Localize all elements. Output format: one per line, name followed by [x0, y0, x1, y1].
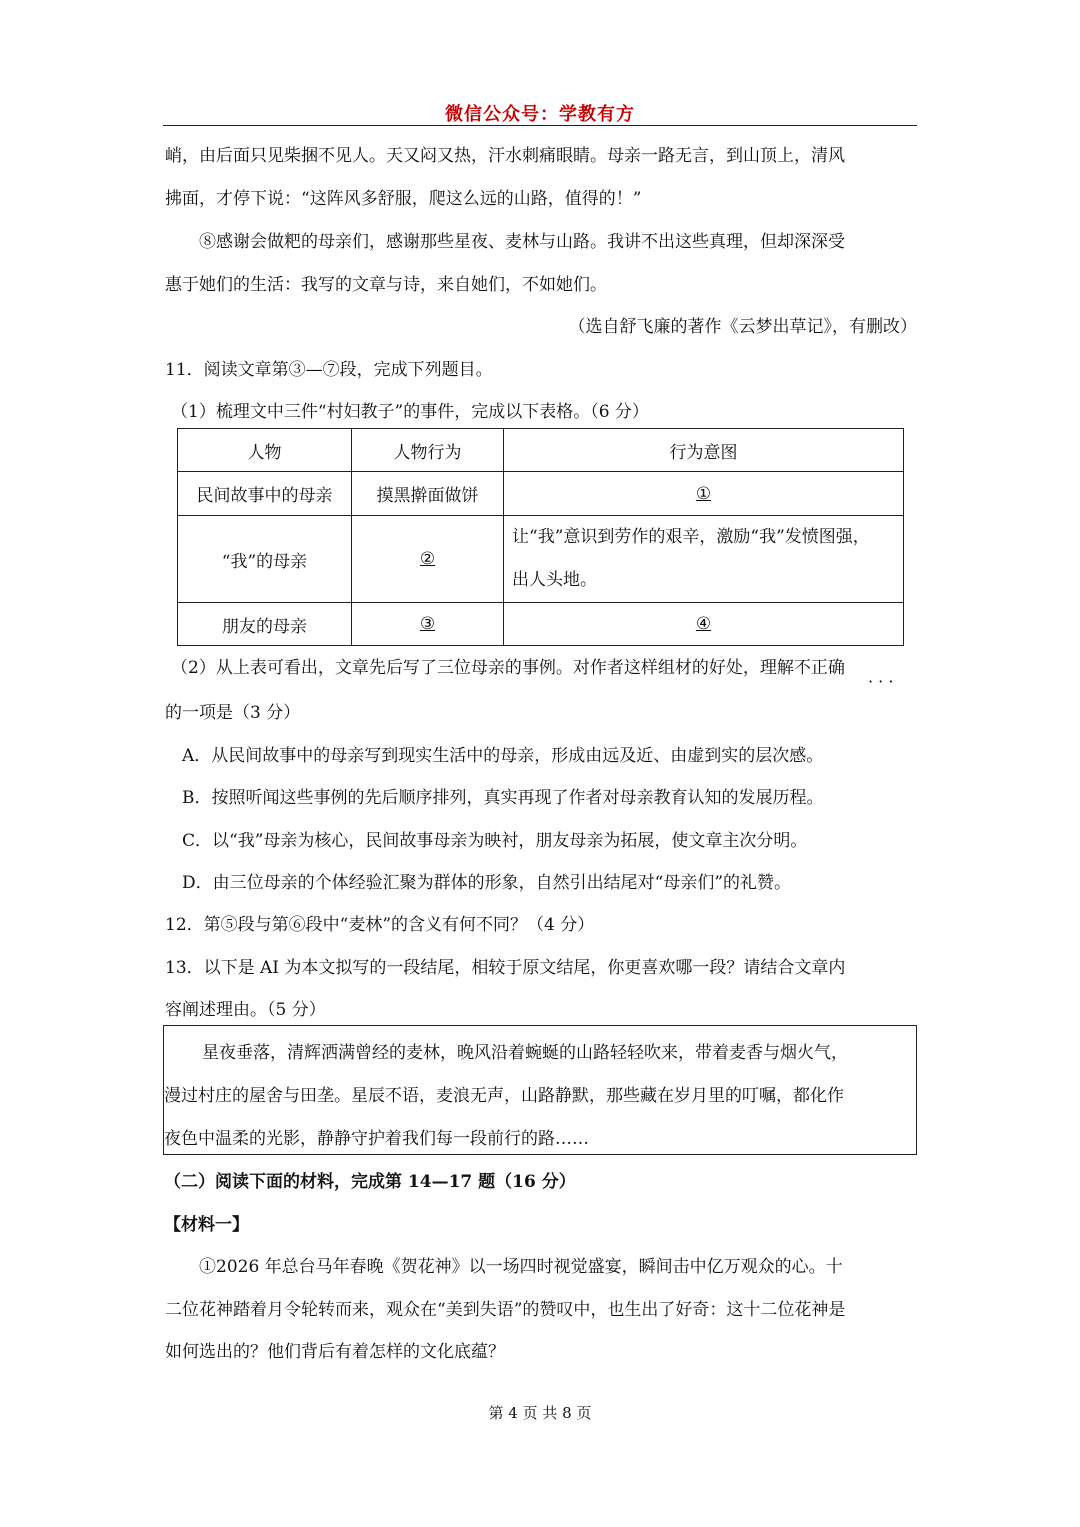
table-cell-person: 朋友的母亲 — [178, 603, 352, 646]
header-divider — [163, 125, 917, 126]
option-d[interactable]: D．由三位母亲的个体经验汇聚为群体的形象，自然引出结尾对“母亲们”的礼赞。 — [182, 873, 792, 893]
option-a[interactable]: A．从民间故事中的母亲写到现实生活中的母亲，形成由远及近、由虚到实的层次感。 — [182, 746, 824, 766]
blank-marker: ② — [419, 549, 436, 569]
blank-3[interactable] — [352, 603, 504, 646]
table-cell-person: “我”的母亲 — [178, 516, 352, 603]
emphasis-dots: · · · — [868, 672, 894, 691]
table-header-cell: 人物行为 — [352, 429, 504, 472]
table-header-cell: 行为意图 — [504, 429, 904, 472]
section-2-title: （二）阅读下面的材料，完成第 14—17 题（16 分） — [164, 1172, 576, 1192]
table-cell-intent — [504, 516, 904, 603]
question-13-stem: 13．以下是 AI 为本文拟写的一段结尾，相较于原文结尾，你更喜欢哪一段？请结合文章内 — [165, 958, 846, 978]
emphasis-text: 不正确 — [793, 658, 845, 678]
question-12-stem: 12．第⑤段与第⑥段中“麦林”的含义有何不同？（4 分） — [165, 915, 595, 935]
answer-table — [177, 428, 904, 646]
question-11-part1: （1）梳理文中三件“村妇教子”的事件，完成以下表格。（6 分） — [171, 402, 649, 422]
material-line: 如何选出的？他们背后有着怎样的文化底蕴？ — [165, 1342, 505, 1362]
intent-line: 出人头地。 — [512, 570, 597, 590]
blank-marker: ③ — [419, 614, 436, 634]
question-11-part2-cont: 的一项是（3 分） — [165, 703, 301, 723]
passage-line: ⑧感谢会做粑的母亲们，感谢那些星夜、麦林与山路。我讲不出这些真理，但却深深受 — [199, 232, 845, 252]
table-row — [178, 516, 904, 603]
material-heading: 【材料一】 — [164, 1215, 249, 1235]
passage-line: 拂面，才停下说：“这阵风多舒服，爬这么远的山路，值得的！” — [165, 189, 642, 209]
material-line: 二位花神踏着月令轮转而来，观众在“美到失语”的赞叹中，也生出了好奇：这十二位花神是 — [165, 1300, 846, 1320]
question-13-stem-cont: 容阐述理由。（5 分） — [165, 1000, 326, 1020]
table-row — [178, 603, 904, 646]
blank-2[interactable] — [352, 516, 504, 603]
box-line: 漫过村庄的屋舍与田垄。星辰不语，麦浪无声，山路静默，那些藏在岁月里的叮嘱，都化作 — [164, 1086, 844, 1106]
intent-line: 让“我”意识到劳作的艰辛，激励“我”发愤图强， — [512, 527, 870, 547]
page-number: 第 4 页 共 8 页 — [488, 1404, 592, 1422]
table-header-cell: 人物 — [178, 429, 352, 472]
passage-line: 峭，由后面只见柴捆不见人。天又闷又热，汗水刺痛眼睛。母亲一路无言，到山顶上，清风 — [165, 146, 845, 166]
blank-marker: ① — [695, 483, 712, 504]
box-line: 星夜垂落，清辉洒满曾经的麦林，晚风沿着蜿蜒的山路轻轻吹来，带着麦香与烟火气， — [202, 1043, 848, 1063]
blank-1[interactable] — [504, 472, 904, 516]
question-11-stem: 11．阅读文章第③—⑦段，完成下列题目。 — [165, 360, 493, 380]
option-c[interactable]: C．以“我”母亲为核心，民间故事母亲为映衬，朋友母亲为拓展，使文章主次分明。 — [182, 831, 808, 851]
blank-marker: ④ — [695, 614, 712, 634]
blank-4[interactable] — [504, 603, 904, 646]
passage-line: 惠于她们的生活：我写的文章与诗，来自她们，不如她们。 — [165, 275, 607, 295]
table-cell-action: 摸黑擀面做饼 — [352, 472, 504, 516]
ai-ending-box — [163, 1025, 917, 1155]
table-cell-person: 民间故事中的母亲 — [178, 472, 352, 516]
passage-source: （选自舒飞廉的著作《云梦出草记》，有删改） — [568, 317, 917, 337]
option-b[interactable]: B．按照听闻这些事例的先后顺序排列，真实再现了作者对母亲教育认知的发展历程。 — [182, 788, 824, 808]
question-11-part2 — [171, 653, 917, 678]
part2-text: （2）从上表可看出，文章先后写了三位母亲的事例。对作者这样组材的好处，理解 — [171, 658, 794, 678]
material-line: ①2026 年总台马年春晚《贺花神》以一场四时视觉盛宴，瞬间击中亿万观众的心。十 — [199, 1257, 843, 1277]
table-header-row — [178, 429, 904, 472]
page-header-title: 微信公众号：学教有方 — [445, 104, 635, 125]
table-row — [178, 472, 904, 516]
box-line: 夜色中温柔的光影，静静守护着我们每一段前行的路…… — [164, 1129, 589, 1149]
